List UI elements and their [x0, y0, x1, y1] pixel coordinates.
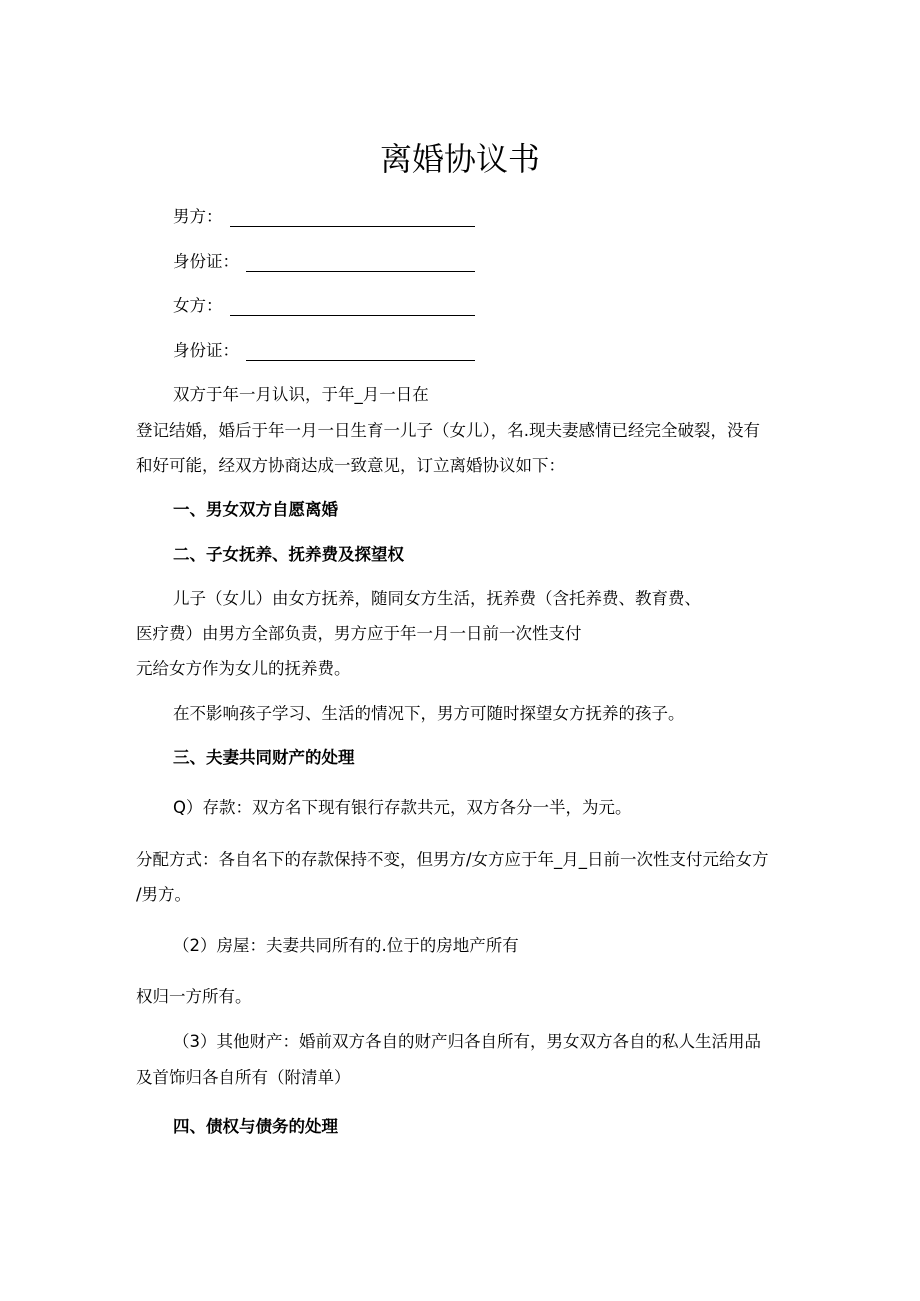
blank-line [246, 271, 475, 272]
paragraph-line: 医疗费）由男方全部负责，男方应于年一月一日前一次性支付 [136, 624, 582, 643]
paragraph-line: Q）存款：双方名下现有银行存款共元，双方各分一半，为元。 [173, 798, 632, 817]
field-label: 女方： [173, 296, 223, 315]
field-female [173, 294, 223, 318]
paragraph-line: 分配方式：各自名下的存款保持不变，但男方/女方应于年_月_日前一次性支付元给女方 [136, 850, 769, 869]
section-heading: 四、债权与债务的处理 [173, 1117, 338, 1136]
paragraph-line: （2）房屋：夫妻共同所有的.位于的房地产所有 [173, 936, 519, 955]
paragraph-line: 儿子（女儿）由女方抚养，随同女方生活，抚养费（含托养费、教育费、 [173, 589, 701, 608]
paragraph-line: 元给女方作为女儿的抚养费。 [136, 659, 351, 678]
blank-line [246, 360, 475, 361]
document-title: 离婚协议书 [379, 140, 540, 178]
blank-line [230, 226, 475, 227]
intro-line: 登记结婚，婚后于年一月一日生育一儿子（女儿），名.现夫妻感情已经完全破裂，没有 [136, 421, 760, 440]
paragraph-line: 及首饰归各自所有（附清单） [136, 1068, 351, 1087]
field-male-id [173, 250, 239, 274]
intro-line: 双方于年一月认识，于年_月一日在 [173, 385, 429, 404]
field-label: 身份证： [173, 252, 239, 271]
paragraph-line: 权归一方所有。 [136, 987, 252, 1006]
blank-line [230, 315, 475, 316]
field-label: 身份证： [173, 341, 239, 360]
field-female-id [173, 339, 239, 363]
section-heading: 一、男女双方自愿离婚 [173, 500, 338, 519]
section-heading: 二、子女抚养、抚养费及探望权 [173, 545, 404, 564]
section-heading: 三、夫妻共同财产的处理 [173, 748, 355, 767]
paragraph-line: （3）其他财产：婚前双方各自的财产归各自所有，男女双方各自的私人生活用品 [173, 1032, 761, 1051]
paragraph-line: 在不影响孩子学习、生活的情况下，男方可随时探望女方抚养的孩子。 [173, 704, 685, 723]
field-male [173, 205, 223, 229]
intro-line: 和好可能，经双方协商达成一致意见，订立离婚协议如下： [136, 456, 565, 475]
paragraph-line: /男方。 [136, 885, 192, 904]
field-label: 男方： [173, 207, 223, 226]
